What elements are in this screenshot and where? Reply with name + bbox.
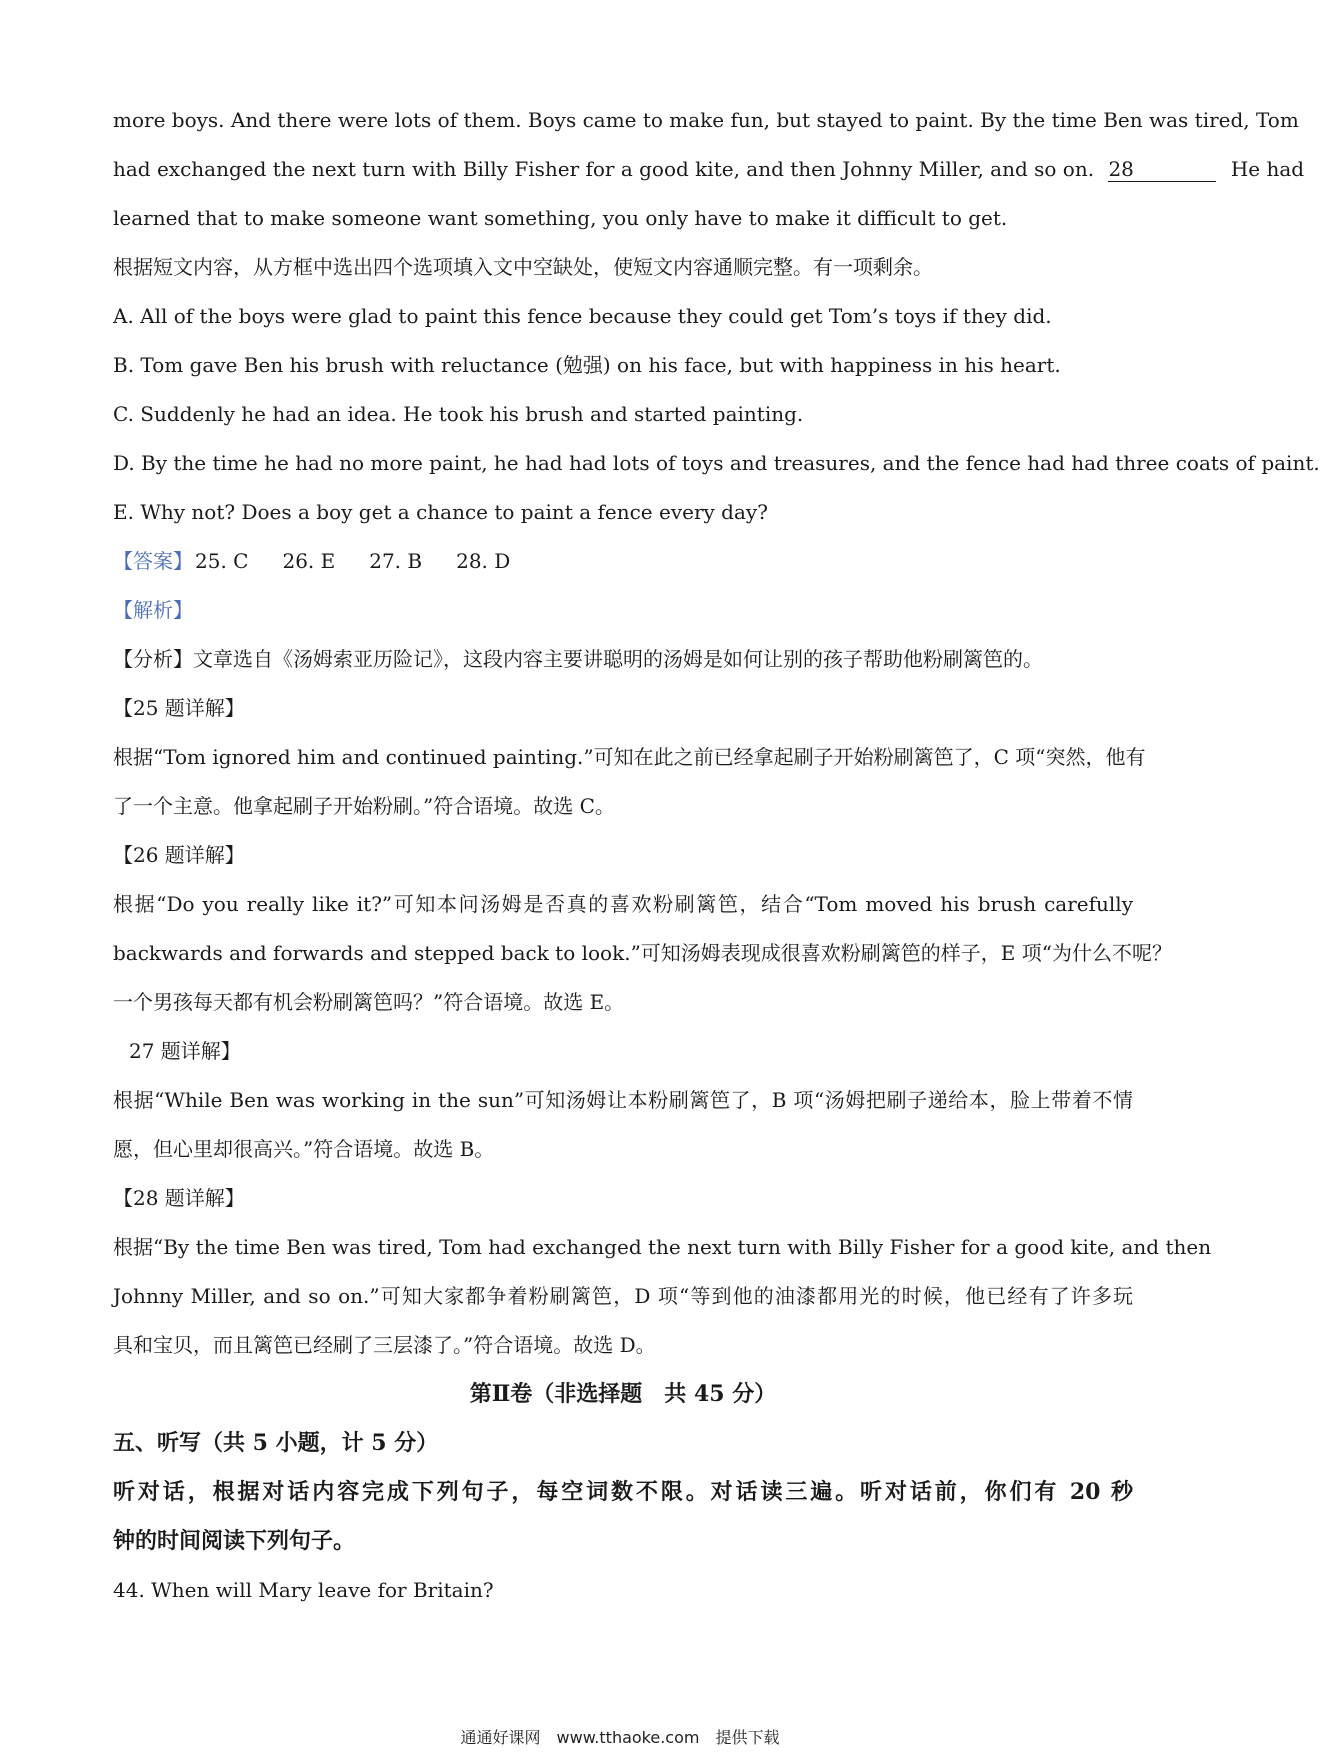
detail-line: 根据“Tom ignored him and continued painting.”可知在此之前已经拿起刷子开始粉刷篱笆了，C 项“突然，他有 [113,745,1146,769]
detail-title: 【26 题详解】 [113,843,245,867]
detail-title: 【28 题详解】 [113,1186,245,1210]
option-c: C. Suddenly he had an idea. He took his brush and started painting. [113,402,804,426]
answer-row [113,537,1133,586]
detail-title: 27 题详解】 [129,1039,241,1063]
detail-28 [113,1174,1212,1370]
option-b: B. Tom gave Ben his brush with reluctance (勉强) on his face, but with happiness in his heart. [113,353,1061,377]
passage-line-2-before: had exchanged the next turn with Billy Fisher for a good kite, and then Johnny Miller, and so on. [113,157,1095,181]
detail-26 [113,831,1172,1027]
answer-item-26: 26. E [282,549,336,573]
section5-heading: 五、听写（共 5 小题，计 5 分） [113,1430,439,1456]
task-instruction: 根据短文内容，从方框中选出四个选项填入文中空缺处，使短文内容通顺完整。有一项剩余。 [113,255,933,279]
section5-instruction-line-1: 听对话，根据对话内容完成下列句子，每空词数不限。对话读三遍。听对话前，你们有 20 秒 [113,1479,1133,1505]
option-d: D. By the time he had no more paint, he had had lots of toys and treasures, and the fence had had three coats of paint. [113,451,1320,475]
detail-line: backwards and forwards and stepped back to look.”可知汤姆表现成很喜欢粉刷篱笆的样子，E 项“为什么不呢？ [113,941,1172,965]
passage-line-2-after: He had [1230,157,1305,181]
detail-line: 根据“Do you really like it?”可知本问汤姆是否真的喜欢粉刷篱笆，结合“Tom moved his brush carefully [113,892,1133,916]
detail-line: 根据“By the time Ben was tired, Tom had exchanged the next turn with Billy Fisher for a good kite, and then [113,1235,1212,1259]
answer-item-25: 25. C [195,549,249,573]
option-a: A. All of the boys were glad to paint this fence because they could get Tom’s toys if they did. [113,304,1052,328]
detail-line: 根据“While Ben was working in the sun”可知汤姆让本粉刷篱笆了，B 项“汤姆把刷子递给本，脸上带着不情 [113,1088,1133,1112]
detail-line: 愿，但心里却很高兴。”符合语境。故选 B。 [113,1137,495,1161]
answer-item-27: 27. B [369,549,423,573]
passage-line-2 [113,145,1305,194]
detail-25 [113,684,1146,831]
question-44: 44. When will Mary leave for Britain? [113,1578,494,1602]
analysis-label: 【解析】 [113,598,193,622]
blank-28: 28 [1108,157,1216,182]
options-list [113,292,1320,537]
section5-instruction-line-2: 钟的时间阅读下列句子。 [113,1528,356,1554]
page-footer: 通通好课网 www.tthaoke.com 提供下载 [460,1728,780,1747]
answer-item-28: 28. D [456,549,511,573]
page-content [113,96,1320,1615]
detail-line: 一个男孩每天都有机会粉刷篱笆吗？”符合语境。故选 E。 [113,990,625,1014]
passage-line-3: learned that to make someone want something, you only have to make it difficult to get. [113,206,1008,230]
answer-label: 【答案】 [113,549,193,573]
passage-line-1: more boys. And there were lots of them. Boys came to make fun, but stayed to paint. By the time Ben was tired, Tom [113,108,1299,132]
analysis-summary: 【分析】文章选自《汤姆索亚历险记》，这段内容主要讲聪明的汤姆是如何让别的孩子帮助他粉刷篱笆的。 [113,647,1043,671]
detail-27 [113,1027,1133,1174]
detail-line: Johnny Miller, and so on.”可知大家都争着粉刷篱笆，D 项“等到他的油漆都用光的时候，他已经有了许多玩 [113,1284,1133,1308]
option-e: E. Why not? Does a boy get a chance to paint a fence every day? [113,500,768,524]
part2-title: 第Ⅱ卷（非选择题 共 45 分） [469,1381,777,1407]
detail-line: 了一个主意。他拿起刷子开始粉刷。”符合语境。故选 C。 [113,794,615,818]
detail-title: 【25 题详解】 [113,696,245,720]
detail-line: 具和宝贝，而且篱笆已经刷了三层漆了。”符合语境。故选 D。 [113,1333,656,1357]
